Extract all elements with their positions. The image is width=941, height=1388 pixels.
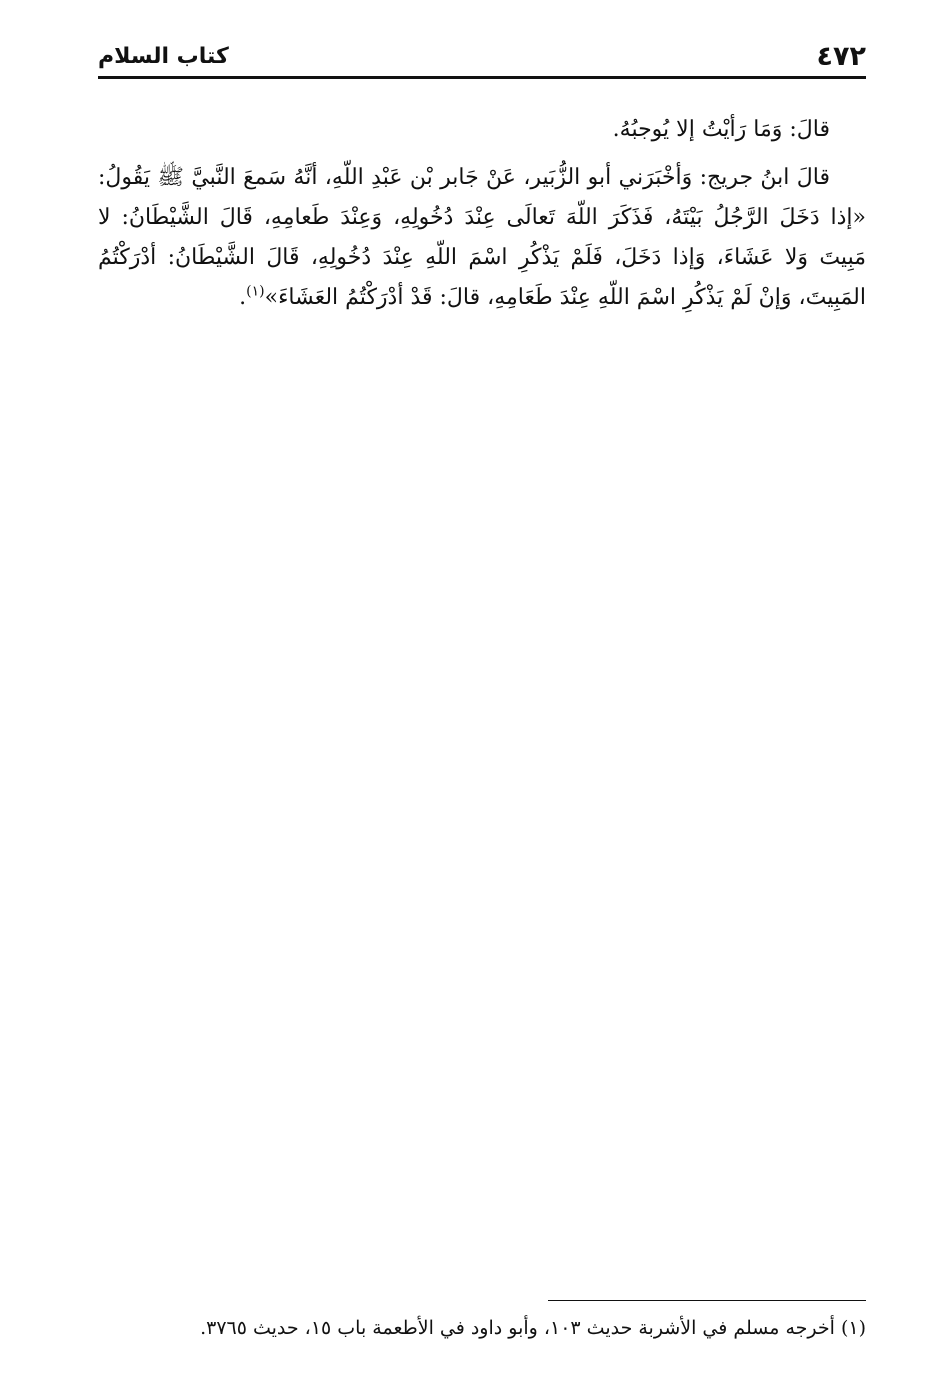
- main-text: [98, 110, 866, 326]
- paragraph: [98, 158, 866, 318]
- page-number: ٤٧٢: [816, 40, 866, 72]
- header-rule: [98, 76, 866, 79]
- footnote: (١) أخرجه مسلم في الأشربة حديث ١٠٣، وأبو داود في الأطعمة باب ١٥، حديث ٣٧٦٥.: [200, 1317, 866, 1339]
- paragraph: قالَ: وَمَا رَأيْتُ إلا يُوجبُهُ.: [612, 117, 830, 142]
- page-header: [98, 36, 866, 76]
- book-title: كتاب السلام: [98, 43, 229, 69]
- footnote-reference: (١): [246, 283, 265, 300]
- footnote-rule: [548, 1300, 866, 1301]
- paragraph-end: .: [239, 285, 247, 310]
- hadith-text: قالَ ابنُ جريج: وَأخْبَرَني أبو الزُّبَير، عَنْ جَابر بْن عَبْدِ اللّهِ، أنَّهُ سَمعَ النَّبيَّ ﷺ يَقُولُ: «إذا دَخَلَ الرَّجُلُ بَيْتَهُ، فَذَكَرَ اللّهَ تَعالَى عِنْدَ دُخُولِهِ، وَعِنْدَ طَعامِهِ، قَالَ الشَّيْطَانُ: لا مَبِيتَ وَلا عَشَاءَ، وَإذا دَخَلَ، فَلَمْ يَذْكُرِ اسْمَ اللّهِ عِنْدَ دُخُولِهِ، قَالَ الشَّيْطَانُ: أدْرَكْتُمُ المَبِيتَ، وَإنْ لَمْ يَذْكُرِ اسْمَ اللّهِ عِنْدَ طَعَامِهِ، قالَ: قَدْ أدْرَكْتُمُ العَشَاءَ»: [98, 165, 866, 310]
